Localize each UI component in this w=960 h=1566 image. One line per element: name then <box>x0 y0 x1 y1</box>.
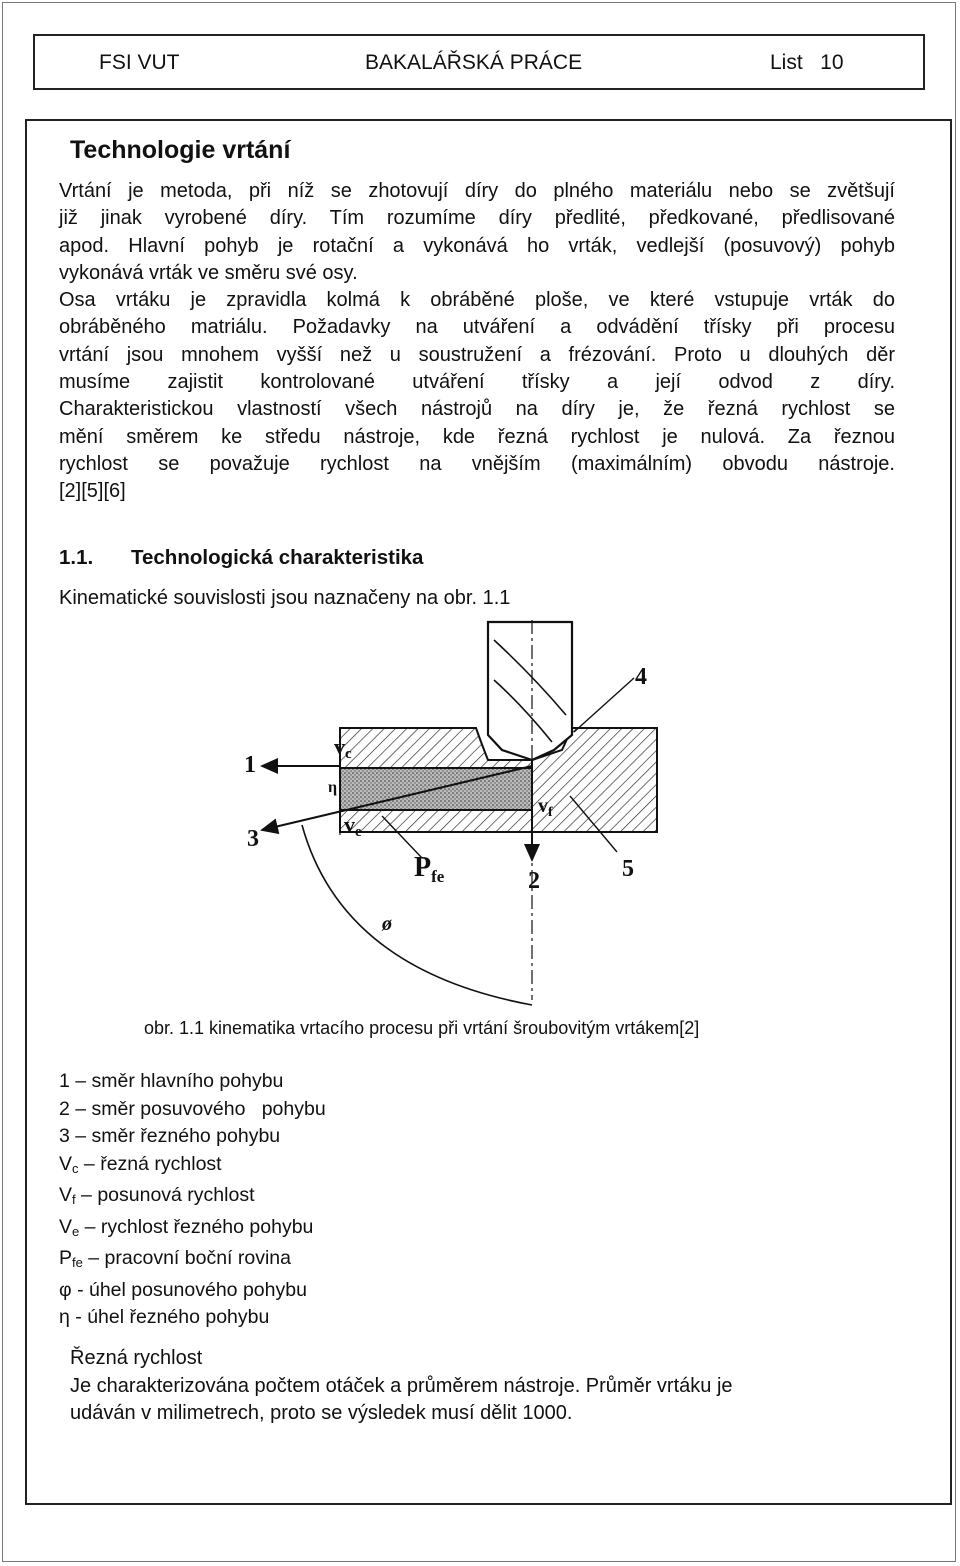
legend-item <box>59 1245 326 1277</box>
text-line: Je charakterizována počtem otáček a průměrem nástroje. Průměr vrtáku je <box>70 1374 733 1397</box>
legend-item <box>59 1304 326 1332</box>
section-heading <box>59 546 423 570</box>
drill-body <box>488 622 572 760</box>
label-2: 2 <box>528 868 540 894</box>
legend-symbol: P <box>59 1247 73 1269</box>
text-line: rychlost se považuje rychlost na vnějším (maximálním) obvodu nástroje. <box>59 452 895 475</box>
legend-item <box>59 1214 326 1246</box>
text-line: již jinak vyrobené díry. Tím rozumíme díry předlité, předkované, předlisované <box>59 207 895 230</box>
label-phi: ø <box>382 913 392 935</box>
legend-text: – směr posuvového pohybu <box>69 1097 326 1120</box>
legend-item <box>59 1182 326 1214</box>
legend-symbol: 2 <box>59 1097 70 1120</box>
legend-subscript: c <box>72 1160 79 1176</box>
label-4: 4 <box>635 664 647 690</box>
cutting-speed-paragraph <box>70 1345 886 1428</box>
drilling-kinematics-figure <box>232 620 708 1012</box>
legend-symbol: η <box>59 1306 70 1328</box>
label-eta: η <box>328 779 338 796</box>
legend-text: - úhel řezného pohybu <box>69 1306 270 1328</box>
text-line: Charakteristickou vlastností všech nástrojů na díry je, že řezná rychlost se <box>59 398 895 421</box>
label-pfe-sub: fe <box>431 867 445 886</box>
figure-caption: obr. 1.1 kinematika vrtacího procesu při vrtání šroubovitým vrtákem[2] <box>144 1018 700 1038</box>
legend-subscript: f <box>72 1192 76 1207</box>
legend-symbol: 3 <box>59 1125 70 1147</box>
legend-text: – posunová rychlost <box>75 1184 255 1206</box>
cutting-speed-title: Řezná rychlost <box>70 1347 203 1369</box>
legend-text: – směr hlavního pohybu <box>69 1070 284 1092</box>
label-1: 1 <box>244 752 256 778</box>
label-vc-sub: c <box>345 746 352 762</box>
text-line: musíme zajistit kontrolované utváření třísky a její odvod z díry. <box>59 371 895 394</box>
label-vc-main: v <box>334 734 345 759</box>
label-vf-main: v <box>538 795 548 817</box>
figure-intro: Kinematické souvislosti jsou naznačeny na obr. 1.1 <box>59 587 511 609</box>
text-line: mění směrem ke středu nástroje, kde řezná rychlost je nulová. Za řeznou <box>59 425 895 448</box>
section-number: 1.1. <box>59 546 94 569</box>
legend-item <box>59 1068 326 1096</box>
legend-text: - úhel posunového pohybu <box>71 1278 307 1301</box>
legend-subscript: fe <box>72 1255 83 1270</box>
header-institution: FSI VUT <box>99 51 180 74</box>
legend-subscript: e <box>72 1223 80 1239</box>
label-ve-main: v <box>344 812 355 837</box>
text-line: udáván v milimetrech, proto se výsledek musí dělit 1000. <box>70 1402 573 1424</box>
text-line: apod. Hlavní pohyb je rotační a vykonává ho vrták, vedlejší (posuvový) pohyb <box>59 234 895 257</box>
section-title: Technologická charakteristika <box>131 546 424 569</box>
text-line: obráběného matriálu. Požadavky na utváření a odvádění třísky při procesu <box>59 316 895 339</box>
legend-symbol: 1 <box>59 1070 70 1092</box>
label-ve-sub: e <box>355 824 362 840</box>
legend-item <box>59 1277 326 1305</box>
page-heading: Technologie vrtání <box>70 136 291 164</box>
text-line: Osa vrtáku je zpravidla kolmá k obráběné ploše, ve které vstupuje vrták do <box>59 289 895 312</box>
intro-paragraph <box>59 178 895 506</box>
page-header <box>33 34 925 90</box>
text-line: [2][5][6] <box>59 480 126 503</box>
legend-text: – řezná rychlost <box>78 1152 222 1175</box>
legend-text: – směr řezného pohybu <box>69 1125 281 1147</box>
legend-symbol: φ <box>59 1278 72 1301</box>
label-pfe <box>414 852 445 886</box>
header-title: BAKALÁŘSKÁ PRÁCE <box>365 51 583 74</box>
label-vf-sub: f <box>548 805 553 820</box>
legend-symbol: V <box>59 1215 73 1238</box>
legend-symbol: V <box>59 1152 73 1175</box>
legend-item <box>59 1123 326 1151</box>
text-line: Vrtání je metoda, při níž se zhotovují díry do plného materiálu nebo se zvětšují <box>59 180 895 202</box>
symbol-legend <box>59 1068 326 1332</box>
legend-text: – pracovní boční rovina <box>82 1247 291 1269</box>
text-line: vykonává vrták ve směru své osy. <box>59 261 358 284</box>
legend-text: – rychlost řezného pohybu <box>79 1215 314 1238</box>
text-line: vrtání jsou mnohem vyšší než u soustružení a frézování. Proto u dlouhých děr <box>59 343 895 366</box>
header-page-number: List 10 <box>770 51 844 74</box>
label-pfe-main: P <box>414 852 432 883</box>
legend-item <box>59 1151 326 1183</box>
legend-symbol: V <box>59 1184 73 1206</box>
label-5: 5 <box>622 856 634 882</box>
label-3: 3 <box>247 826 259 852</box>
legend-item <box>59 1096 326 1124</box>
leader-4 <box>574 678 634 732</box>
